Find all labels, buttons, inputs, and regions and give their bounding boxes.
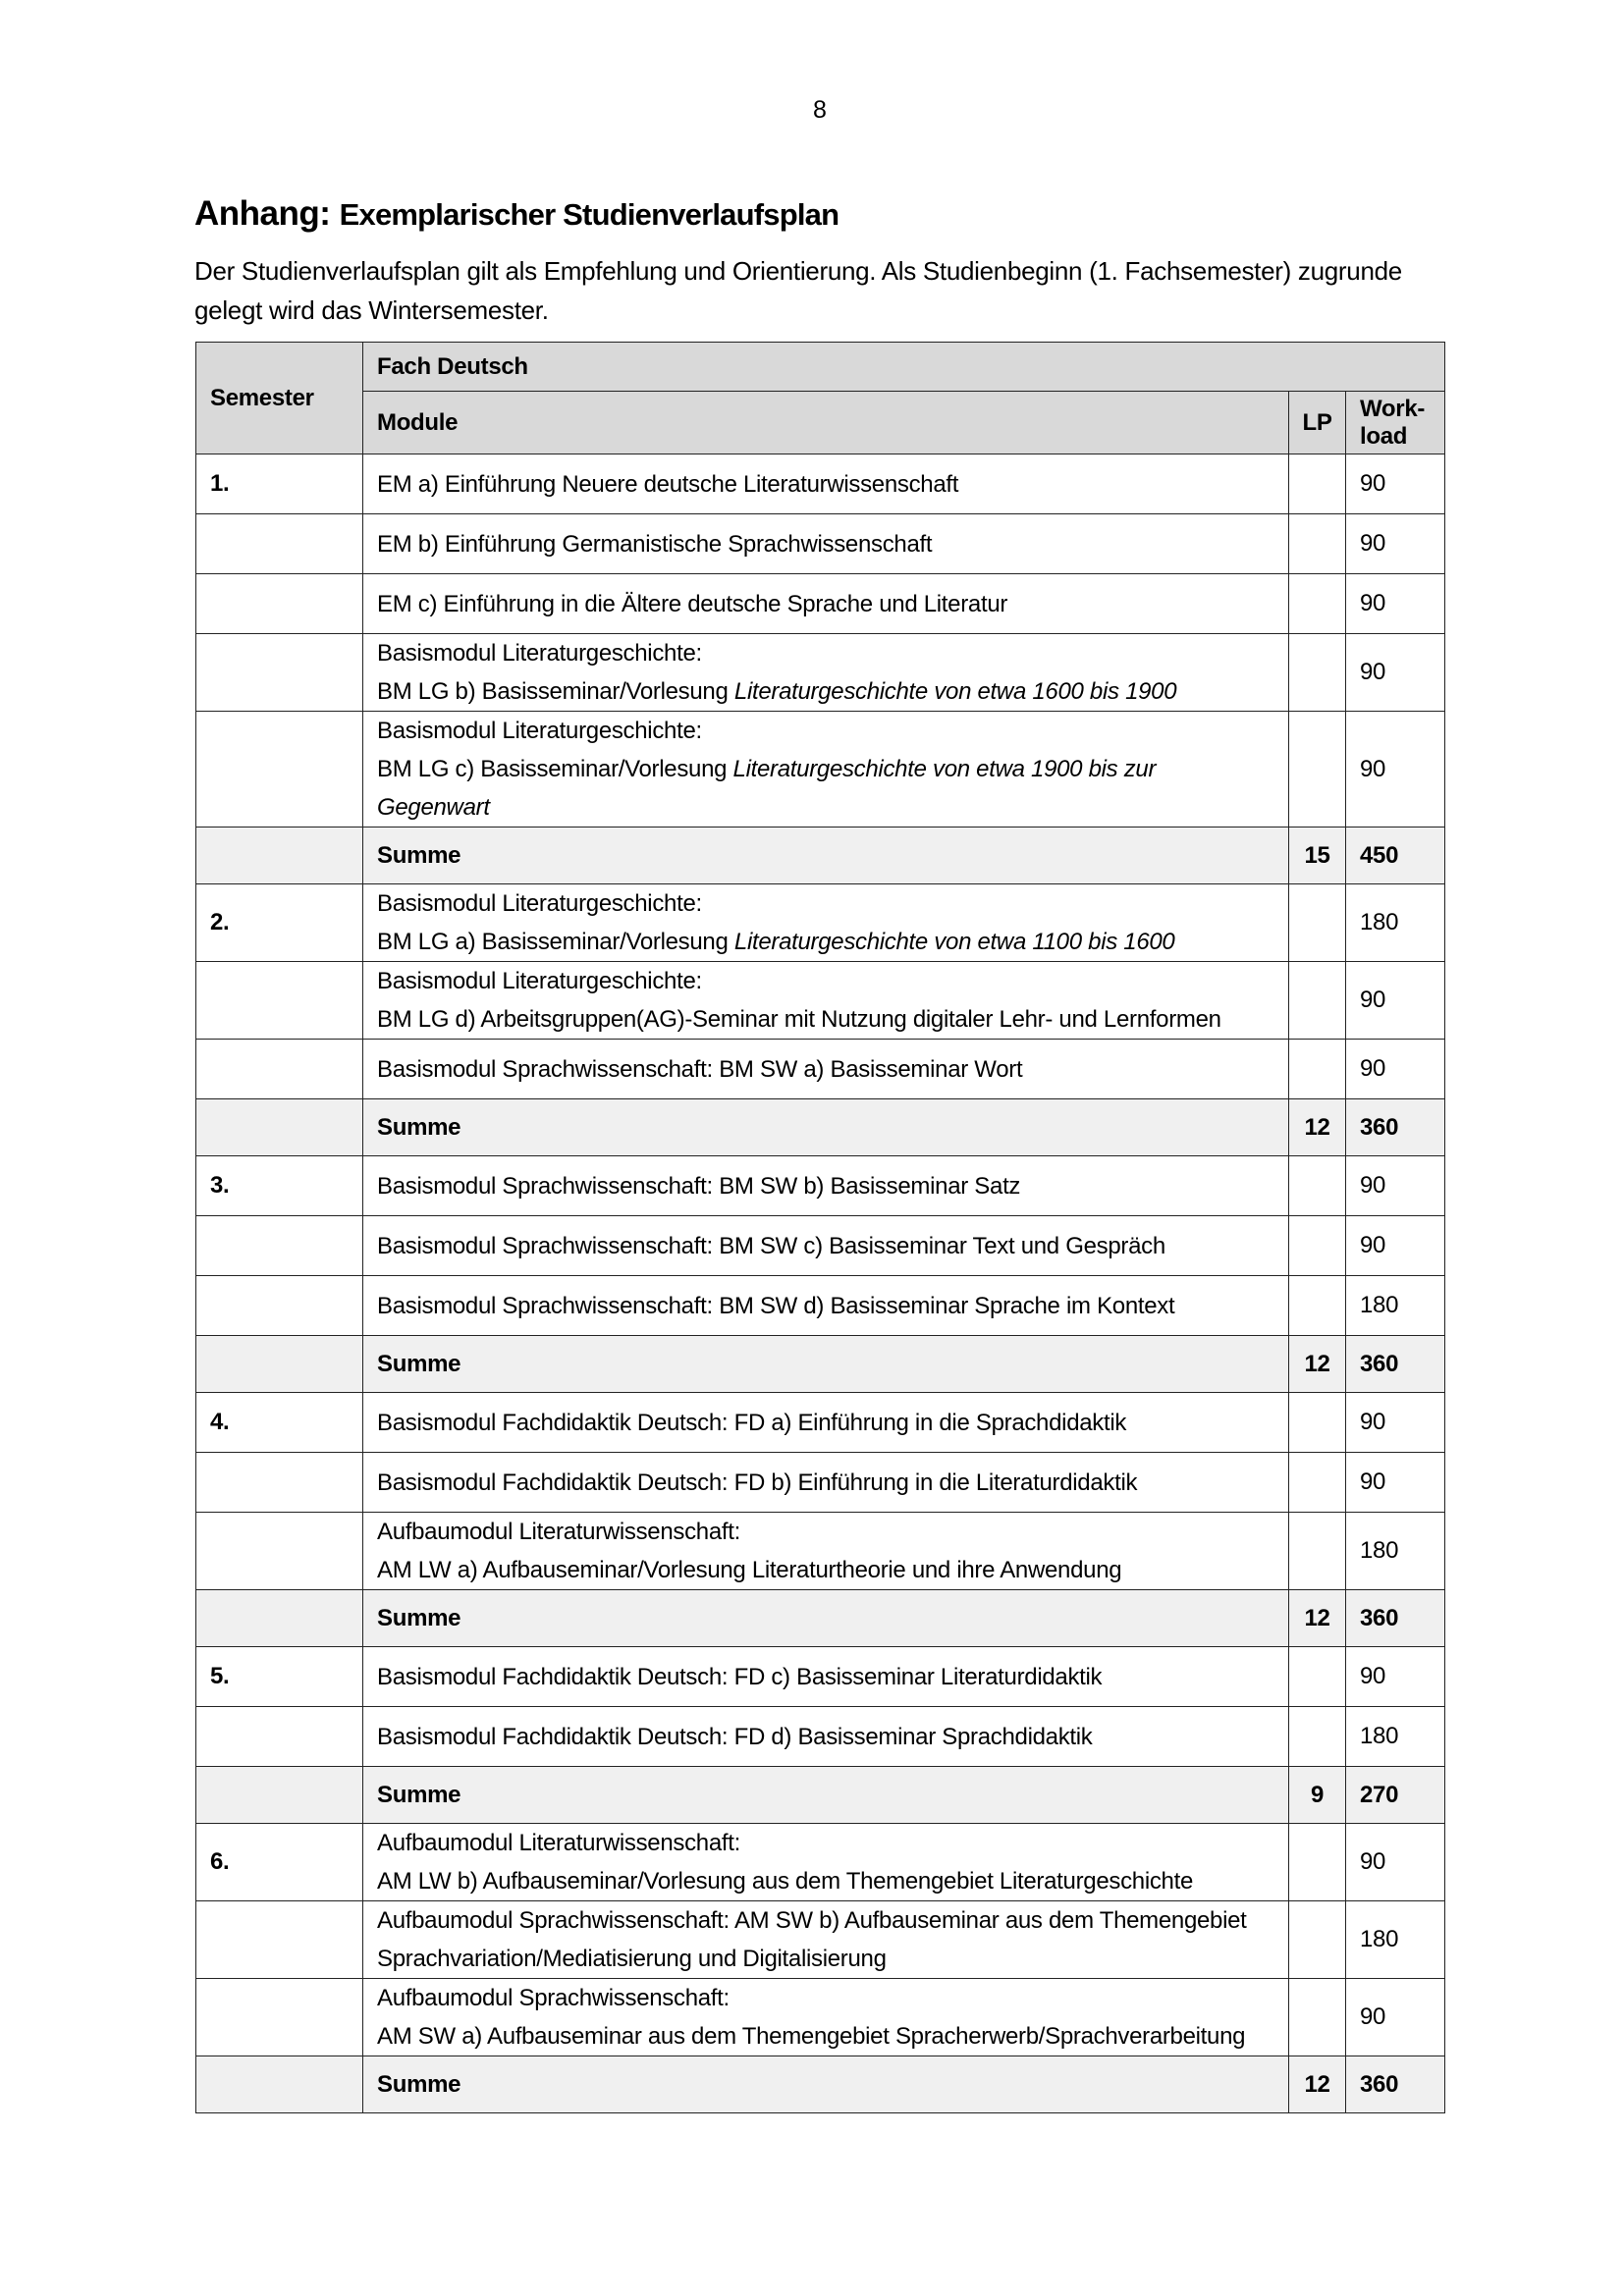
sum-label: Summe xyxy=(363,2056,1289,2113)
header-fach: Fach Deutsch xyxy=(363,343,1445,392)
table-subheader-row xyxy=(196,392,1445,454)
header-workload xyxy=(1346,392,1445,454)
page-number: 8 xyxy=(813,96,827,124)
module-line1: Aufbaumodul Sprachwissenschaft: AM SW b) Aufbauseminar aus dem Themengebiet xyxy=(377,1907,1247,1934)
table-row xyxy=(196,1453,1445,1513)
sum-lp: 9 xyxy=(1289,1767,1346,1824)
study-plan-table xyxy=(195,342,1445,2113)
lp-cell xyxy=(1289,1156,1346,1216)
lp-cell xyxy=(1289,1453,1346,1513)
module-cell xyxy=(363,1824,1289,1901)
table-row xyxy=(196,1979,1445,2056)
module-line1: Basismodul Literaturgeschichte: xyxy=(377,968,702,994)
table-row xyxy=(196,1707,1445,1767)
sum-semester-cell xyxy=(196,1336,363,1393)
lp-cell xyxy=(1289,1707,1346,1767)
module-line1: EM a) Einführung Neuere deutsche Literaturwissenschaft xyxy=(377,470,959,498)
semester-cell: 3. xyxy=(196,1156,363,1216)
sum-semester-cell xyxy=(196,1767,363,1824)
lp-cell xyxy=(1289,1040,1346,1099)
module-line1: Aufbaumodul Sprachwissenschaft: xyxy=(377,1985,730,2011)
module-line2: BM LG a) Basisseminar/Vorlesung xyxy=(377,929,734,955)
sum-row xyxy=(196,1099,1445,1156)
module-cell xyxy=(363,1393,1289,1453)
workload-cell: 180 xyxy=(1346,1707,1445,1767)
semester-cell: 6. xyxy=(196,1824,363,1901)
module-line1: Basismodul Sprachwissenschaft: BM SW d) Basisseminar Sprache im Kontext xyxy=(377,1292,1175,1319)
sum-label: Summe xyxy=(363,828,1289,884)
semester-cell: 2. xyxy=(196,884,363,962)
workload-cell: 90 xyxy=(1346,1979,1445,2056)
semester-cell xyxy=(196,1901,363,1979)
lp-cell xyxy=(1289,1513,1346,1590)
module-cell xyxy=(363,514,1289,574)
sum-semester-cell xyxy=(196,1590,363,1647)
semester-cell xyxy=(196,1216,363,1276)
workload-cell: 180 xyxy=(1346,1901,1445,1979)
sum-row xyxy=(196,1767,1445,1824)
lp-cell xyxy=(1289,1393,1346,1453)
module-line1: Basismodul Fachdidaktik Deutsch: FD b) Einführung in die Literaturdidaktik xyxy=(377,1468,1138,1496)
lp-cell xyxy=(1289,712,1346,828)
module-line2-italic: Literaturgeschichte von etwa 1900 bis zur Gegenwart xyxy=(377,756,1157,821)
table-row xyxy=(196,1393,1445,1453)
module-cell xyxy=(363,1979,1289,2056)
module-line1: Basismodul Fachdidaktik Deutsch: FD a) Einführung in die Sprachdidaktik xyxy=(377,1409,1127,1436)
semester-cell: 1. xyxy=(196,454,363,514)
table-row xyxy=(196,514,1445,574)
module-cell xyxy=(363,1453,1289,1513)
module-line2: BM LG d) Arbeitsgruppen(AG)-Seminar mit Nutzung digitaler Lehr- und Lernformen xyxy=(377,1006,1221,1033)
module-cell xyxy=(363,884,1289,962)
module-cell xyxy=(363,1513,1289,1590)
semester-cell xyxy=(196,634,363,712)
table-row xyxy=(196,1647,1445,1707)
table-row xyxy=(196,884,1445,962)
sum-lp: 12 xyxy=(1289,2056,1346,2113)
header-workload-line1: Work- xyxy=(1360,395,1426,422)
sum-workload: 360 xyxy=(1346,1336,1445,1393)
workload-cell: 90 xyxy=(1346,574,1445,634)
module-cell xyxy=(363,574,1289,634)
module-line1: Basismodul Sprachwissenschaft: BM SW a) Basisseminar Wort xyxy=(377,1055,1023,1083)
module-line1: Basismodul Fachdidaktik Deutsch: FD d) Basisseminar Sprachdidaktik xyxy=(377,1723,1093,1750)
sum-lp: 15 xyxy=(1289,828,1346,884)
intro-paragraph: Der Studienverlaufsplan gilt als Empfehlung und Orientierung. Als Studienbeginn (1. Fachsemester) zugrunde gelegt wird das Wintersemester. xyxy=(194,256,1402,325)
table-header-row xyxy=(196,343,1445,392)
module-cell xyxy=(363,962,1289,1040)
workload-cell: 90 xyxy=(1346,514,1445,574)
module-cell xyxy=(363,1276,1289,1336)
workload-cell: 90 xyxy=(1346,712,1445,828)
module-line1: EM b) Einführung Germanistische Sprachwissenschaft xyxy=(377,530,933,558)
semester-cell xyxy=(196,1513,363,1590)
semester-cell: 4. xyxy=(196,1393,363,1453)
sum-label: Summe xyxy=(363,1336,1289,1393)
lp-cell xyxy=(1289,884,1346,962)
table-row xyxy=(196,1040,1445,1099)
module-cell xyxy=(363,634,1289,712)
lp-cell xyxy=(1289,1216,1346,1276)
module-line1: Basismodul Literaturgeschichte: xyxy=(377,890,702,917)
page-title-main: Exemplarischer Studienverlaufsplan xyxy=(339,197,839,232)
workload-cell: 90 xyxy=(1346,1216,1445,1276)
table-row xyxy=(196,962,1445,1040)
lp-cell xyxy=(1289,1824,1346,1901)
sum-semester-cell xyxy=(196,1099,363,1156)
sum-workload: 360 xyxy=(1346,2056,1445,2113)
sum-workload: 270 xyxy=(1346,1767,1445,1824)
module-cell xyxy=(363,1156,1289,1216)
workload-cell: 90 xyxy=(1346,1647,1445,1707)
page-title-prefix: Anhang: xyxy=(194,194,340,233)
header-workload-line2: load xyxy=(1360,422,1408,450)
module-line1: Aufbaumodul Literaturwissenschaft: xyxy=(377,1830,741,1856)
module-line1: Basismodul Sprachwissenschaft: BM SW c) Basisseminar Text und Gespräch xyxy=(377,1232,1165,1259)
lp-cell xyxy=(1289,454,1346,514)
module-line2: AM LW a) Aufbauseminar/Vorlesung Literaturtheorie und ihre Anwendung xyxy=(377,1557,1122,1583)
module-cell xyxy=(363,1216,1289,1276)
semester-cell xyxy=(196,962,363,1040)
workload-cell: 180 xyxy=(1346,1513,1445,1590)
module-line2: Sprachvariation/Mediatisierung und Digitalisierung xyxy=(377,1946,887,1972)
sum-row xyxy=(196,828,1445,884)
lp-cell xyxy=(1289,574,1346,634)
lp-cell xyxy=(1289,634,1346,712)
semester-cell xyxy=(196,1707,363,1767)
module-line1: Basismodul Literaturgeschichte: xyxy=(377,718,702,744)
sum-workload: 360 xyxy=(1346,1099,1445,1156)
workload-cell: 90 xyxy=(1346,454,1445,514)
sum-semester-cell xyxy=(196,828,363,884)
module-cell xyxy=(363,1901,1289,1979)
module-line1: Basismodul Fachdidaktik Deutsch: FD c) Basisseminar Literaturdidaktik xyxy=(377,1663,1103,1690)
sum-row xyxy=(196,1336,1445,1393)
table-row xyxy=(196,712,1445,828)
sum-label: Summe xyxy=(363,1099,1289,1156)
workload-cell: 90 xyxy=(1346,1156,1445,1216)
lp-cell xyxy=(1289,962,1346,1040)
table-row xyxy=(196,1216,1445,1276)
semester-cell xyxy=(196,1979,363,2056)
table-row xyxy=(196,1513,1445,1590)
workload-cell: 90 xyxy=(1346,1040,1445,1099)
header-semester: Semester xyxy=(196,343,363,454)
semester-cell xyxy=(196,1040,363,1099)
module-cell xyxy=(363,1040,1289,1099)
sum-semester-cell xyxy=(196,2056,363,2113)
lp-cell xyxy=(1289,514,1346,574)
workload-cell: 180 xyxy=(1346,884,1445,962)
table-row xyxy=(196,634,1445,712)
semester-cell: 5. xyxy=(196,1647,363,1707)
module-line1: Aufbaumodul Literaturwissenschaft: xyxy=(377,1519,741,1545)
sum-row xyxy=(196,2056,1445,2113)
table-row xyxy=(196,454,1445,514)
sum-label: Summe xyxy=(363,1767,1289,1824)
workload-cell: 90 xyxy=(1346,634,1445,712)
sum-lp: 12 xyxy=(1289,1590,1346,1647)
sum-workload: 450 xyxy=(1346,828,1445,884)
module-line2-italic: Literaturgeschichte von etwa 1600 bis 1900 xyxy=(733,678,1177,705)
module-line1: Basismodul Sprachwissenschaft: BM SW b) Basisseminar Satz xyxy=(377,1172,1021,1200)
module-line1: Basismodul Literaturgeschichte: xyxy=(377,640,702,667)
module-line1: EM c) Einführung in die Ältere deutsche Sprache und Literatur xyxy=(377,590,1008,617)
semester-cell xyxy=(196,514,363,574)
semester-cell xyxy=(196,712,363,828)
module-line2-italic: Literaturgeschichte von etwa 1100 bis 1600 xyxy=(733,929,1175,955)
semester-cell xyxy=(196,1276,363,1336)
module-cell xyxy=(363,1647,1289,1707)
header-lp: LP xyxy=(1289,392,1346,454)
module-cell xyxy=(363,1707,1289,1767)
workload-cell: 90 xyxy=(1346,1453,1445,1513)
table-row xyxy=(196,1824,1445,1901)
module-line2: BM LG b) Basisseminar/Vorlesung xyxy=(377,678,734,705)
table-row xyxy=(196,574,1445,634)
sum-label: Summe xyxy=(363,1590,1289,1647)
module-line2: BM LG c) Basisseminar/Vorlesung xyxy=(377,756,733,782)
module-cell xyxy=(363,454,1289,514)
workload-cell: 180 xyxy=(1346,1276,1445,1336)
workload-cell: 90 xyxy=(1346,1824,1445,1901)
semester-cell xyxy=(196,1453,363,1513)
lp-cell xyxy=(1289,1901,1346,1979)
sum-lp: 12 xyxy=(1289,1336,1346,1393)
lp-cell xyxy=(1289,1647,1346,1707)
module-cell xyxy=(363,712,1289,828)
sum-row xyxy=(196,1590,1445,1647)
table-row xyxy=(196,1156,1445,1216)
semester-cell xyxy=(196,574,363,634)
table-row xyxy=(196,1901,1445,1979)
table-row xyxy=(196,1276,1445,1336)
module-line2: AM SW a) Aufbauseminar aus dem Themengebiet Spracherwerb/Sprachverarbeitung xyxy=(377,2023,1246,2050)
module-line2: AM LW b) Aufbauseminar/Vorlesung aus dem Themengebiet Literaturgeschichte xyxy=(377,1868,1194,1895)
workload-cell: 90 xyxy=(1346,1393,1445,1453)
workload-cell: 90 xyxy=(1346,962,1445,1040)
sum-lp: 12 xyxy=(1289,1099,1346,1156)
lp-cell xyxy=(1289,1979,1346,2056)
header-module: Module xyxy=(363,392,1289,454)
page-title xyxy=(194,194,839,234)
lp-cell xyxy=(1289,1276,1346,1336)
sum-workload: 360 xyxy=(1346,1590,1445,1647)
